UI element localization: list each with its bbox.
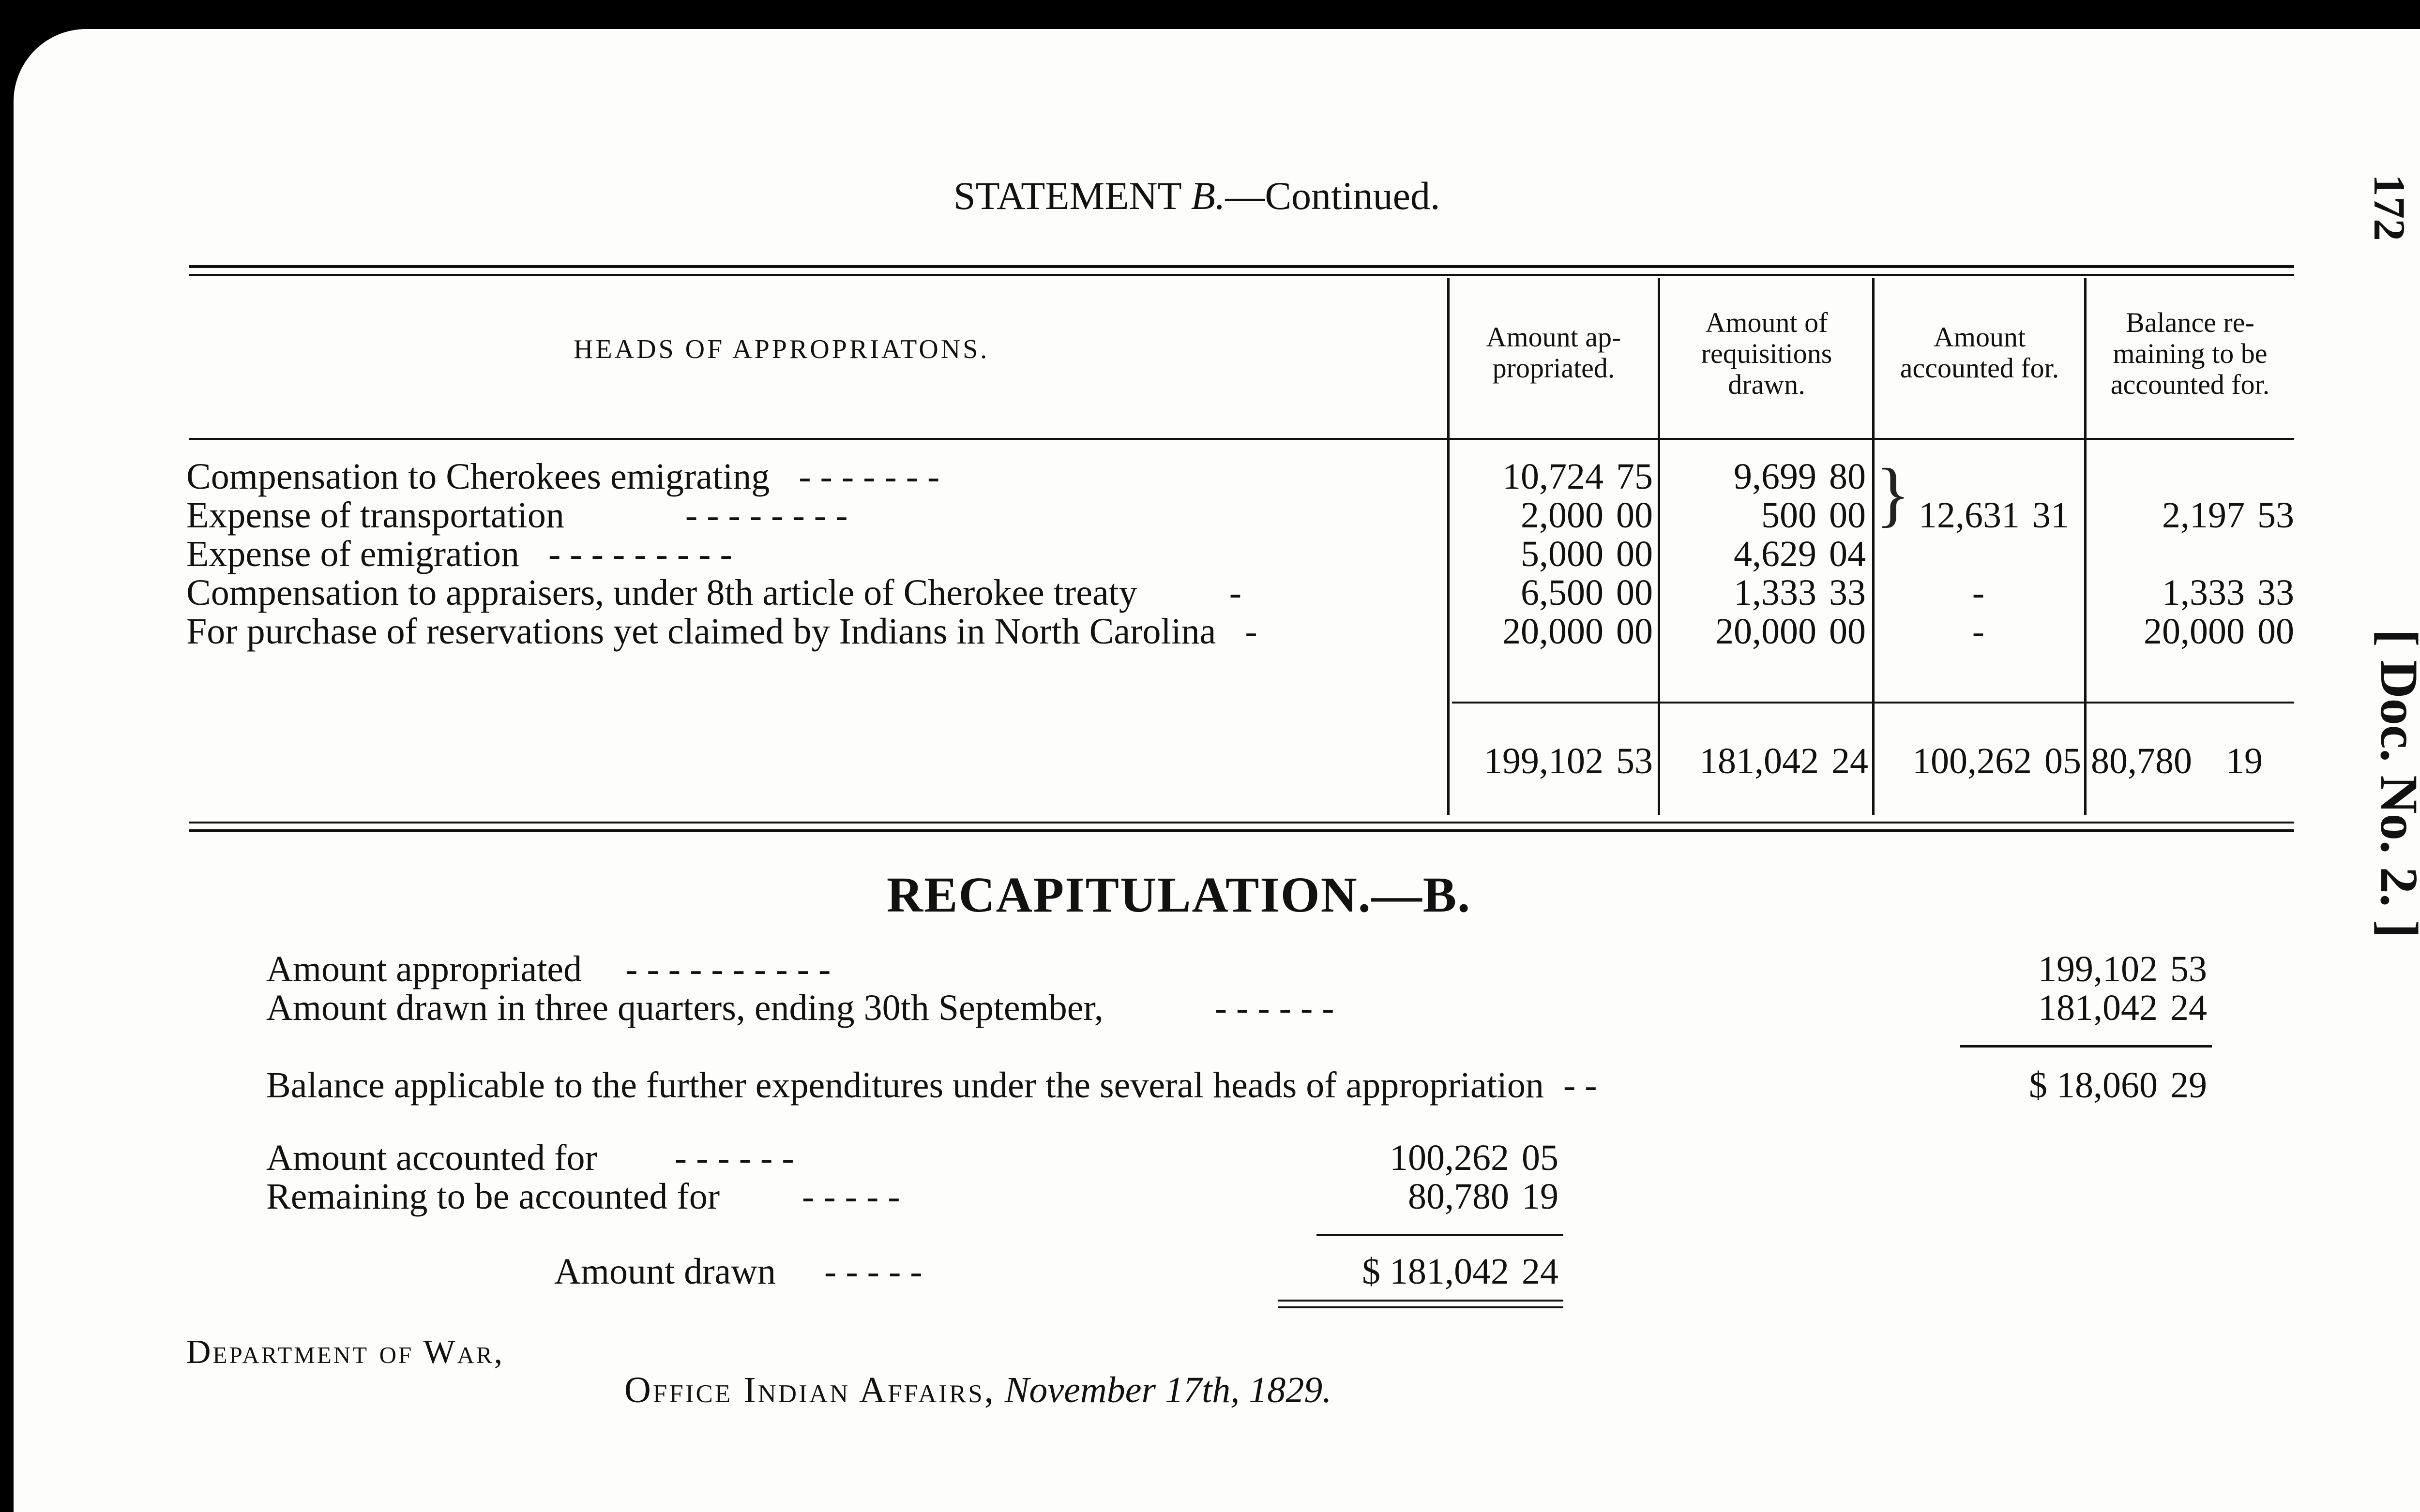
cell-drawn: 4,629 04 <box>1734 534 1866 574</box>
table-bottom-rule-thick <box>189 829 2294 832</box>
cell-accounted: - <box>1972 611 1984 652</box>
recap-line-label: Amount appropriated - - - - - - - - - - <box>266 949 831 989</box>
cell-balance-group: 2,197 53 <box>2162 495 2294 536</box>
recap-drawn-value: $ 181,042 24 <box>1362 1251 1558 1292</box>
recap-sum-rule <box>1316 1234 1563 1236</box>
cell-drawn: 9,699 80 <box>1734 456 1866 497</box>
recap-double-rule <box>1278 1300 1563 1302</box>
cell-appropriated: 6,500 00 <box>1521 572 1653 613</box>
table-row-label: Compensation to Cherokees emigrating - - - - - - - <box>186 456 940 497</box>
table-row-label: Expense of transportation - - - - - - - - <box>186 495 848 536</box>
column-divider <box>2084 278 2087 815</box>
column-header-appropriated: Amount appropriated. <box>1486 321 1621 384</box>
cell-appropriated: 2,000 00 <box>1521 495 1653 536</box>
column-divider <box>1872 278 1875 815</box>
table-top-rule <box>189 265 2294 268</box>
recap-title: RECAPITULATION.—B. <box>887 867 1471 923</box>
cell-drawn: 1,333 33 <box>1734 572 1866 613</box>
cell-drawn: 20,000 00 <box>1715 611 1866 652</box>
cell-appropriated: 5,000 00 <box>1521 534 1653 574</box>
column-header-accounted: Amount accounted for. <box>1900 321 2059 384</box>
total-accounted: 100,262 05 <box>1912 741 2081 781</box>
total-balance: 80,780 19 <box>2091 741 2263 781</box>
recap-line-label: Amount drawn in three quarters, ending 30th September, - - - - - - <box>266 988 1334 1028</box>
recap-rule <box>1960 1045 2212 1048</box>
column-divider <box>1447 278 1450 815</box>
recap-accounted-label: Amount accounted for - - - - - - <box>266 1138 794 1178</box>
cell-accounted-group: 12,631 31 <box>1919 495 2069 536</box>
table-bottom-rule <box>189 822 2294 823</box>
table-top-rule-thin <box>189 274 2294 276</box>
group-brace: } <box>1876 454 1910 534</box>
recap-double-rule <box>1278 1306 1563 1308</box>
recap-balance-value: $ 18,060 29 <box>2029 1065 2207 1106</box>
column-header-drawn: Amount of requisitions drawn. <box>1701 307 1832 400</box>
recap-remaining-value: 80,780 19 <box>1408 1176 1558 1217</box>
header-rule <box>189 438 2294 440</box>
table-row-label: For purchase of reservations yet claimed by Indians in North Carolina - <box>186 611 1257 652</box>
footer-department: Department of War, <box>186 1333 505 1371</box>
column-header-balance: Balance remaining to be accounted for. <box>2110 307 2270 400</box>
recap-line-value: 181,042 24 <box>2038 988 2207 1028</box>
table-row-label: Compensation to appraisers, under 8th article of Cherokee treaty - <box>186 572 1242 613</box>
recap-balance-label: Balance applicable to the further expenditures under the several heads of appropriation - - <box>266 1065 1597 1106</box>
cell-appropriated: 20,000 00 <box>1502 611 1653 652</box>
cell-appropriated: 10,724 75 <box>1502 456 1653 497</box>
cell-accounted: - <box>1972 572 1984 613</box>
total-appropriated: 199,102 53 <box>1484 741 1653 781</box>
cell-balance: 1,333 33 <box>2162 572 2294 613</box>
heads-column-header: HEADS OF APPROPRIATONS. <box>574 334 990 364</box>
cell-drawn: 500 00 <box>1761 495 1866 536</box>
recap-drawn-label: Amount drawn - - - - - <box>554 1251 923 1292</box>
recap-remaining-label: Remaining to be accounted for - - - - - <box>266 1176 900 1217</box>
totals-rule <box>1452 702 2294 704</box>
table-row-label: Expense of emigration - - - - - - - - - <box>186 534 732 574</box>
cell-balance: 20,000 00 <box>2144 611 2294 652</box>
column-divider <box>1658 278 1660 815</box>
recap-line-value: 199,102 53 <box>2038 949 2207 989</box>
footer-office: Office Indian Affairs, November 17th, 1829. <box>624 1370 1332 1410</box>
recap-accounted-value: 100,262 05 <box>1390 1138 1558 1178</box>
total-drawn: 181,042 24 <box>1699 741 1868 781</box>
statement-title: STATEMENT B.—Continued. <box>953 174 1440 218</box>
